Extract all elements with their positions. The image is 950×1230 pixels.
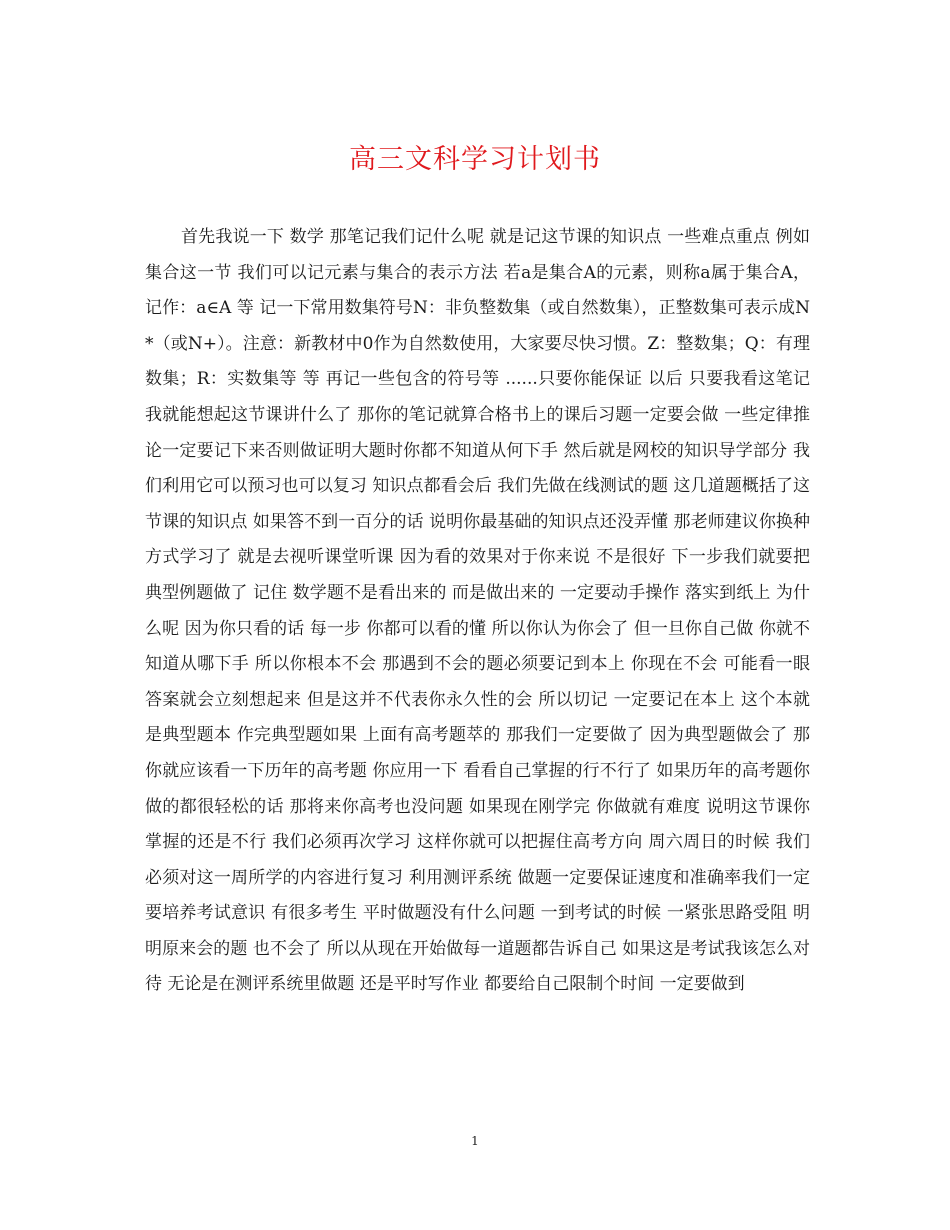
document-title: 高三文科学习计划书 bbox=[349, 144, 601, 175]
page-number: 1 bbox=[471, 1134, 479, 1148]
body-paragraph: 首先我说一下 数学 那笔记我们记什么呢 就是记这节课的知识点 一些难点重点 例如 集合这一节 我们可以记元素与集合的表示方法 若a是集合A的元素，则称a属于集合A，记作：a∈A 等 记一下常用数集符号N：非负整数集（或自然数集），正整数集可表示成N*（或N+）。注意：新教材中0作为自然数使用，大家要尽快习惯。Z：整数集；Q：有理数集；R：实数集等 等 再记一些包含的符号等 ......只要你能保证 以后 只要我看这笔记 我就能想起这节课讲什么了 那你的笔记就算合格书上的课后习题一定要会做 一些定律推论一定要记下来否则做证明大题时你都不知道从何下手 然后就是网校的知识导学部分 我们利用它可以预习也可以复习 知识点都看会后 我们先做在线测试的题 这几道题概括了这节课的知识点 如果答不到一百分的话 说明你最基础的知识点还没弄懂 那老师建议你换种方式学习了 就是去视听课堂听课 因为看的效果对于你来说 不是很好 下一步我们就要把典型例题做了 记住 数学题不是看出来的 而是做出来的 一定要动手操作 落实到纸上 为什么呢 因为你只看的话 每一步 你都可以看的懂 所以你认为你会了 但一旦你自己做 你就不知道从哪下手 所以你根本不会 那遇到不会的题必须要记到本上 你现在不会 可能看一眼答案就会立刻想起来 但是这并不代表你永久性的会 所以切记 一定要记在本上 这个本就是典型题本 作完典型题如果 上面有高考题萃的 那我们一定要做了 因为典型题做会了 那你就应该看一下历年的高考题 你应用一下 看看自己掌握的行不行了 如果历年的高考题你做的都很轻松的话 那将来你高考也没问题 如果现在刚学完 你做就有难度 说明这节课你掌握的还是不行 我们必须再次学习 这样你就可以把握住高考方向 周六周日的时候 我们必须对这一周所学的内容进行复习 利用测评系统 做题一定要保证速度和准确率我们一定要培养考试意识 有很多考生 平时做题没有什么问题 一到考试的时候 一紧张思路受阻 明明原来会的题 也不会了 所以从现在开始做每一道题都告诉自己 如果这是考试我该怎么对待 无论是在测评系统里做题 还是平时写作业 都要给自己限制个时间 一定要做到 bbox=[145, 227, 810, 995]
